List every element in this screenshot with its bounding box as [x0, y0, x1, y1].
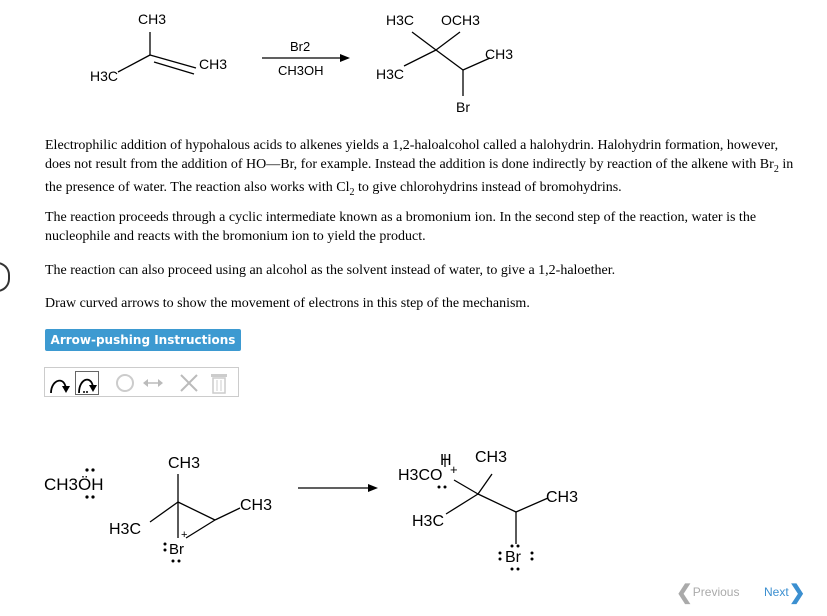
bromonium-paragraph: The reaction proceeds through a cyclic intermediate known as a bromonium ion. In the second step of the reaction, water is the nucleophile and reacts with the bromonium ion to yield the product.: [45, 210, 757, 244]
reactant-h3c-left: H3C: [90, 68, 119, 84]
chevron-right-icon: ❯: [788, 582, 806, 604]
double-curved-arrow-icon[interactable]: [75, 371, 99, 395]
rotate-icon[interactable]: [113, 371, 137, 395]
bromonium-h3c-left: H3C: [109, 521, 142, 538]
reactant-ch3-right: CH3: [199, 56, 228, 72]
product-och3: OCH3: [441, 12, 480, 28]
methanol-label[interactable]: CH3ÖH: [44, 475, 104, 494]
bromonium-ch3-top: CH3: [168, 455, 201, 472]
top-reaction-scheme: [0, 0, 827, 125]
reactant-ch3-top: CH3: [138, 11, 167, 27]
oxonium-h: H: [440, 452, 452, 469]
oxonium-charge: +: [450, 462, 458, 477]
bidirectional-arrow-icon[interactable]: [141, 371, 165, 395]
intro-paragraph: Electrophilic addition of hypohalous acids to alkenes yields a 1,2-haloalcohol called a halohydrin. Halohydrin formation, however, does not result from the addition of HO—Br, for example. Instead the addition is done indirectly by reaction of the alkene with $Br_2$ in the presence of water. The reaction also works with $Cl_2$ to give chlorohydrins instead of bromohydrins.: [45, 138, 794, 198]
mechanism-scheme: [0, 440, 827, 580]
bromonium-charge: +: [181, 529, 188, 541]
product-h3c-top: H3C: [386, 12, 415, 28]
oxonium-ch3-top: CH3: [475, 449, 508, 466]
bromonium-br[interactable]: Br: [169, 541, 184, 558]
oxonium-h3c-left: H3C: [412, 513, 445, 530]
single-curved-arrow-icon[interactable]: [48, 371, 72, 395]
instruction-paragraph: Draw curved arrows to show the movement of electrons in this step of the mechanism.: [45, 296, 530, 311]
reagent-ch3oh: CH3OH: [278, 63, 324, 78]
bromonium-ch3-right: CH3: [240, 497, 273, 514]
reagent-br2: Br2: [290, 39, 311, 54]
delete-icon[interactable]: [177, 371, 201, 395]
oxonium-h3co: H3CO: [398, 467, 443, 484]
product-skeleton: [404, 32, 490, 96]
reactant-alkene: [118, 32, 196, 74]
previous-button[interactable]: ❮Previous: [676, 582, 740, 604]
product-br: Br: [456, 99, 470, 115]
chevron-left-icon: ❮: [676, 582, 693, 604]
bromonium-skeleton: [150, 474, 240, 538]
trash-icon[interactable]: [207, 371, 231, 395]
oxonium-br[interactable]: Br: [505, 549, 521, 566]
product-h3c-left: H3C: [376, 66, 405, 82]
drawing-toolbar: [44, 367, 239, 397]
oxonium-skeleton: [446, 474, 548, 544]
product-ch3-right: CH3: [485, 46, 514, 62]
oxonium-ch3-right: CH3: [546, 489, 579, 506]
arrow-pushing-instructions-button[interactable]: Arrow-pushing Instructions: [45, 329, 241, 351]
haloether-paragraph: The reaction can also proceed using an alcohol as the solvent instead of water, to give a 1,2-haloether.: [45, 263, 616, 278]
side-panel-tab[interactable]: [0, 262, 10, 292]
next-button[interactable]: Next❯: [764, 582, 806, 604]
